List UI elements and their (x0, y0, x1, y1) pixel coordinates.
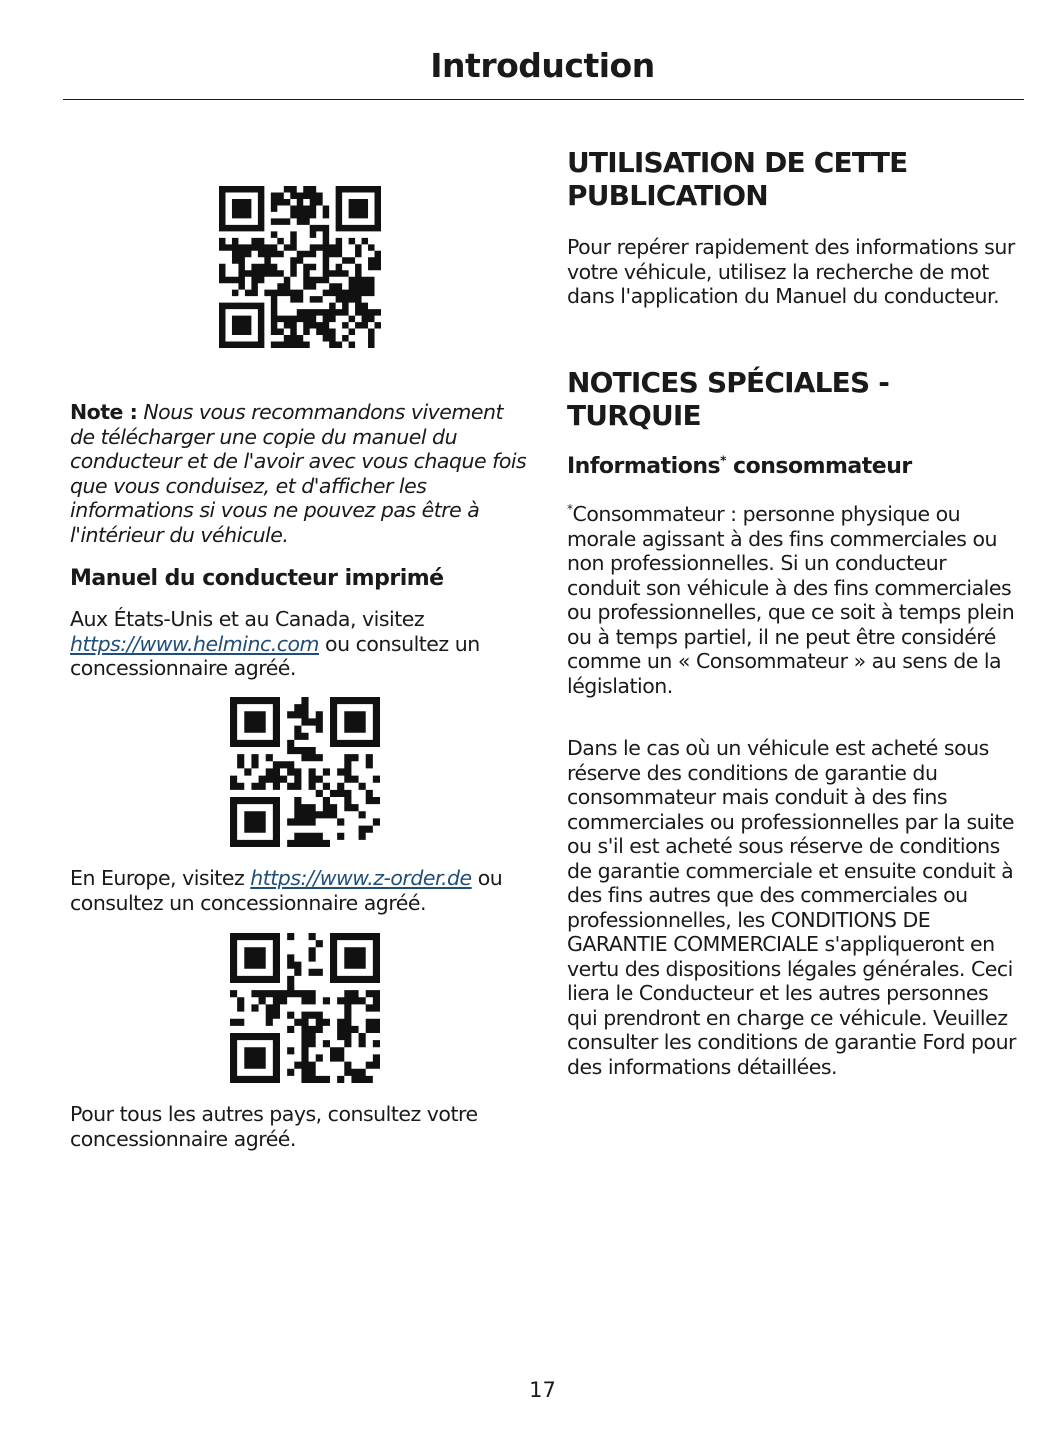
other-countries-paragraph: Pour tous les autres pays, consultez votre concessionnaire agréé. (70, 1102, 478, 1151)
consumer-definition-text: Consommateur : personne physique ou morale agissant à des fins commerciales ou non professionnelles. Si un conducteur conduit son véhicule à des fins commerciales ou professionnelles, que ce soit à temps plein ou à temps partiel, il ne peut être considéré comme un « Consommateur » au sens de la législation. (567, 502, 1015, 698)
consumer-heading-asterisk: * (720, 453, 726, 468)
printed-manual-heading: Manuel du conducteur imprimé (70, 566, 444, 591)
header-divider (63, 99, 1024, 100)
consumer-heading (567, 454, 1022, 480)
europe-suffix: ou consultez un concessionnaire agréé. (70, 866, 503, 915)
qr-modules (230, 697, 380, 847)
note-text: Nous vous recommandons vivement de télécharger une copie du manuel du conducteur et de l'avoir avec vous chaque fois que vous conduisez, et d'afficher les informations si vous ne pouvez pas être à l'intérieur du véhicule. (70, 400, 527, 547)
heading-turkey: NOTICES SPÉCIALES - TURQUIE (567, 366, 890, 432)
warranty-paragraph: Dans le cas où un véhicule est acheté sous réserve des conditions de garantie du consommateur mais conduit à des fins commerciales ou professionnelles par la suite ou s'il est acheté sous réserve de conditions de garantie commerciale et ensuite conduit à des fins autres que des commerciales ou professionnelles, les CONDITIONS DE GARANTIE COMMERCIALE s'appliqueront en vertu des dispositions légales générales. Ceci liera le Conducteur et les autres personnes qui prendront en charge ce véhicule. Veuillez consulter les conditions de garantie Ford pour des informations détaillées. (567, 736, 1016, 1079)
qr-code-us-canada (230, 697, 380, 847)
note-paragraph (70, 400, 532, 547)
note-label: Note : (70, 400, 138, 424)
us-canada-prefix: Aux États-Unis et au Canada, visitez (70, 607, 425, 631)
qr-modules (219, 186, 381, 348)
us-canada-paragraph (70, 607, 532, 681)
z-order-link[interactable]: https://www.z-order.de (250, 866, 472, 890)
consumer-definition-asterisk: * (567, 502, 573, 517)
consumer-definition-paragraph (567, 502, 1022, 698)
note-block (70, 400, 532, 547)
consumer-heading-b: consommateur (733, 454, 912, 479)
us-canada-suffix: ou consultez un concessionnaire agréé. (70, 631, 480, 680)
europe-prefix: En Europe, visitez (70, 866, 245, 890)
heading-publication: UTILISATION DE CETTE PUBLICATION (567, 146, 908, 212)
europe-paragraph (70, 866, 532, 915)
qr-code-europe (230, 933, 380, 1083)
consumer-heading-a: Informations (567, 454, 721, 479)
page-title: Introduction (430, 46, 655, 85)
publication-paragraph: Pour repérer rapidement des informations sur votre véhicule, utilisez la recherche de mot dans l'application du Manuel du conducteur. (567, 235, 1015, 308)
page-number: 17 (529, 1378, 556, 1402)
helminc-link[interactable]: https://www.helminc.com (70, 631, 320, 656)
qr-code-manual-app (219, 186, 381, 348)
qr-modules (230, 933, 380, 1083)
